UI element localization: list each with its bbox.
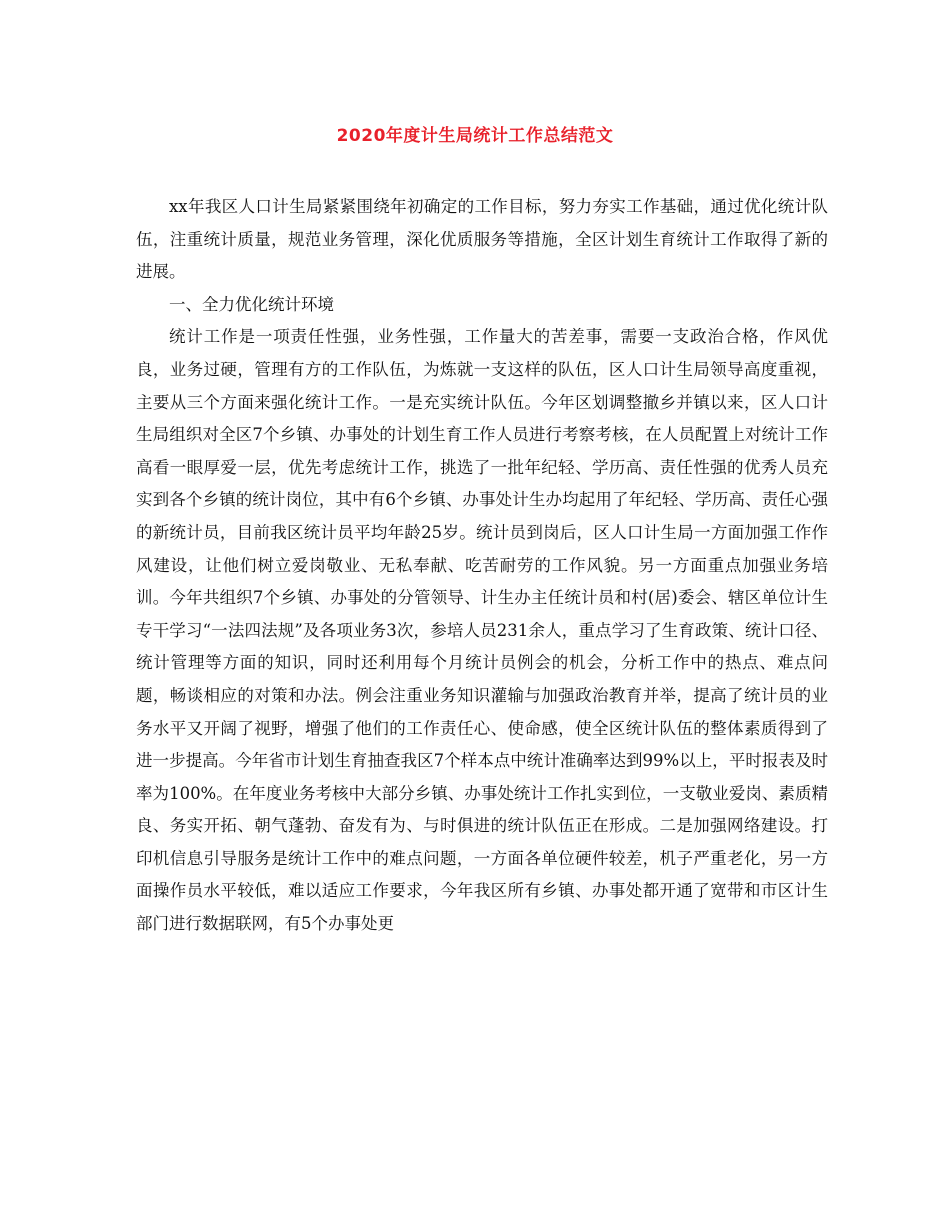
- section-heading: 一、全力优化统计环境: [169, 294, 334, 314]
- document-body: [136, 191, 828, 941]
- paragraph-statistics-work: 统计工作是一项责任性强，业务性强，工作量大的苦差事，需要一支政治合格，作风优良，业务过硬，管理有方的工作队伍，为炼就一支这样的队伍，区人口计生局领导高度重视，主要从三个方面来强化统计工作。一是充实统计队伍。今年区划调整撤乡并镇以来，区人口计生局组织对全区7个乡镇、办事处的计划生育工作人员进行考察考核，在人员配置上对统计工作高看一眼厚爱一层，优先考虑统计工作，挑选了一批年纪轻、学历高、责任性强的优秀人员充实到各个乡镇的统计岗位，其中有6个乡镇、办事处计生办均起用了年纪轻、学历高、责任心强的新统计员，目前我区统计员平均年龄25岁。统计员到岗后，区人口计生局一方面加强工作作风建设，让他们树立爱岗敬业、无私奉献、吃苦耐劳的工作风貌。另一方面重点加强业务培训。今年共组织7个乡镇、办事处的分管领导、计生办主任统计员和村(居)委会、辖区单位计生专干学习“一法四法规”及各项业务3次，参培人员231余人，重点学习了生育政策、统计口径、统计管理等方面的知识，同时还利用每个月统计员例会的机会，分析工作中的热点、难点问题，畅谈相应的对策和办法。例会注重业务知识灌输与加强政治教育并举，提高了统计员的业务水平又开阔了视野，增强了他们的工作责任心、使命感，使全区统计队伍的整体素质得到了进一步提高。今年省市计划生育抽查我区7个样本点中统计准确率达到99%以上，平时报表及时率为100%。在年度业务考核中大部分乡镇、办事处统计工作扎实到位，一支敬业爱岗、素质精良、务实开拓、朝气蓬勃、奋发有为、与时俱进的统计队伍正在形成。二是加强网络建设。打印机信息引导服务是统计工作中的难点问题，一方面各单位硬件较差，机子严重老化，另一方面操作员水平较低，难以适应工作要求，今年我区所有乡镇、办事处都开通了宽带和市区计生部门进行数据联网，有5个办事处更: [136, 327, 828, 934]
- paragraph-intro: xx年我区人口计生局紧紧围绕年初确定的工作目标，努力夯实工作基础，通过优化统计队伍，注重统计质量，规范业务管理，深化优质服务等措施，全区计划生育统计工作取得了新的进展。: [136, 197, 828, 282]
- document-title: 2020年度计生局统计工作总结范文: [336, 126, 614, 146]
